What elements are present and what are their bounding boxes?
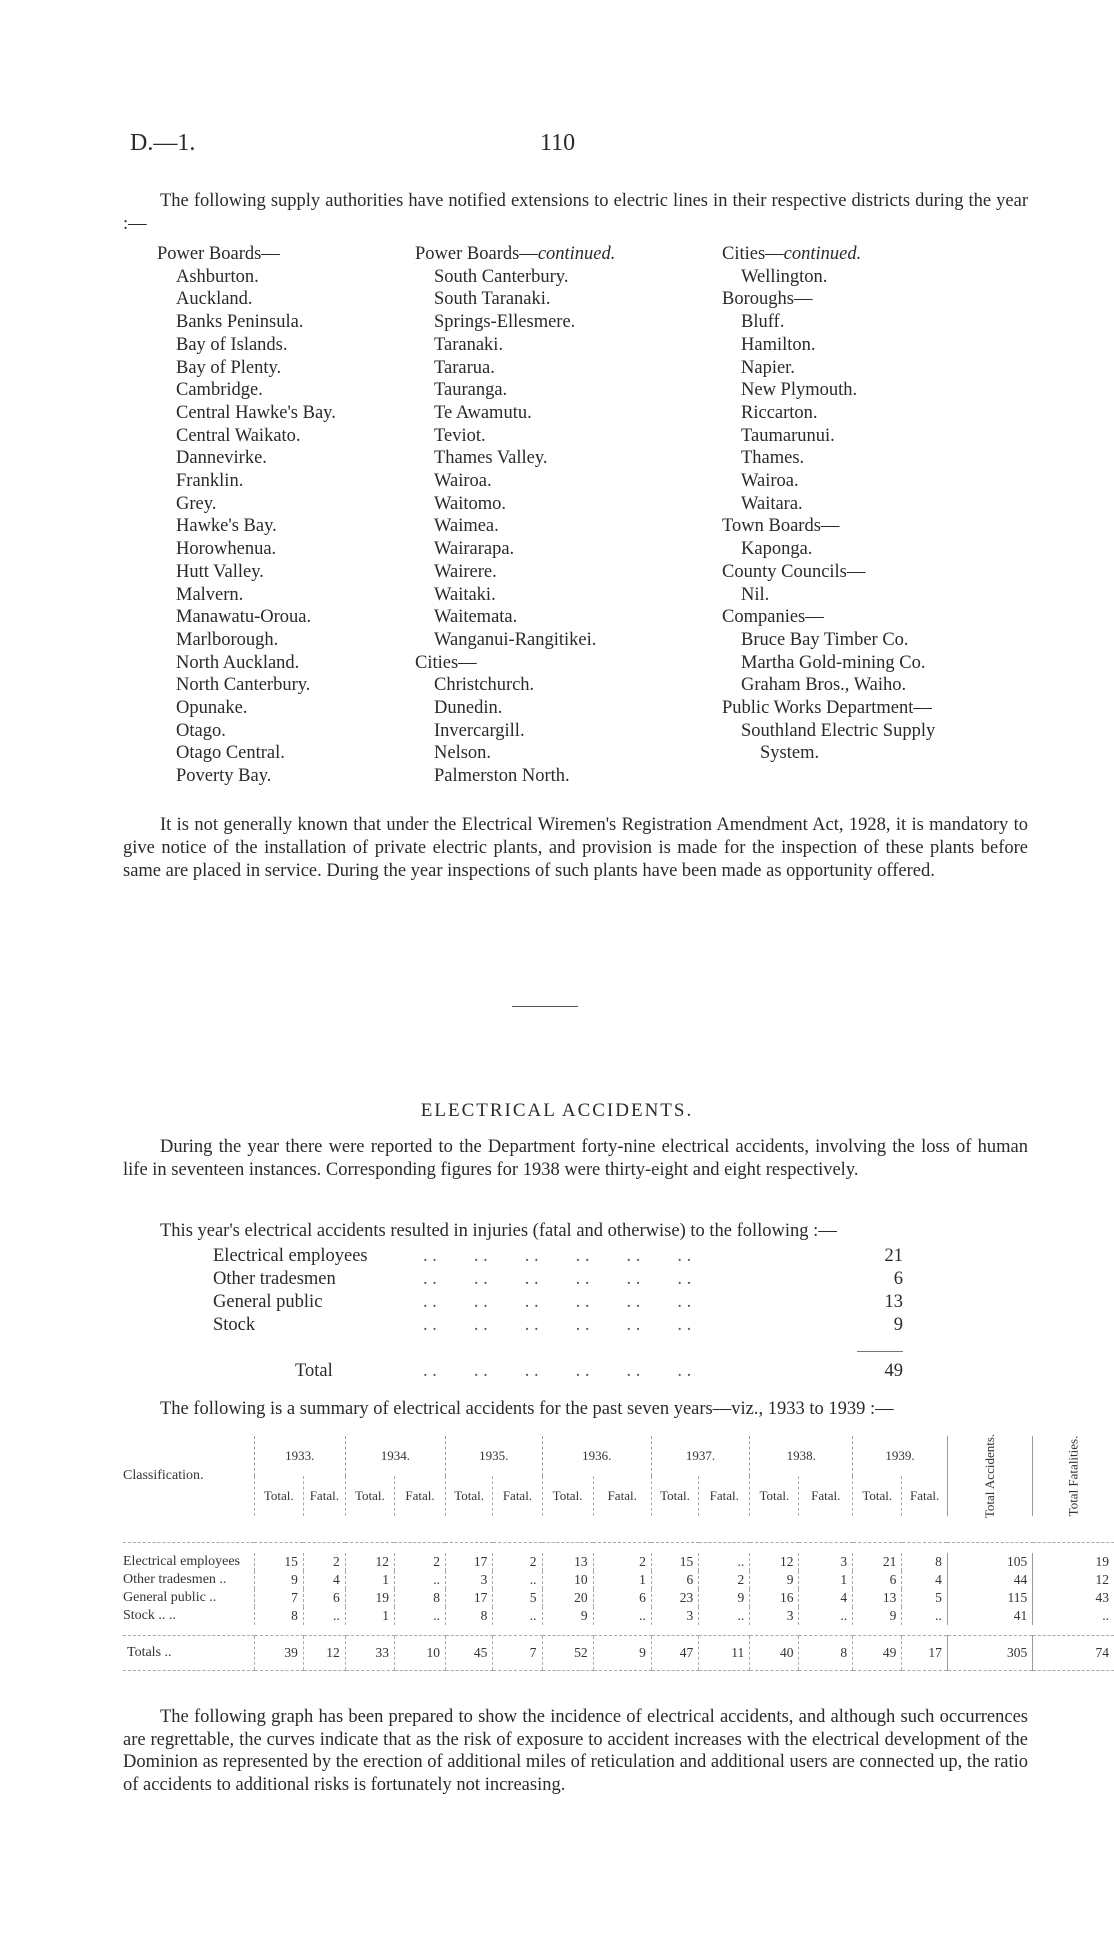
list-item: Hamilton. bbox=[741, 334, 816, 355]
table-cell: 6 bbox=[651, 1571, 698, 1589]
list-item: Graham Bros., Waiho. bbox=[741, 675, 907, 696]
table-cell: 39 bbox=[254, 1636, 303, 1671]
table-cell: 4 bbox=[799, 1589, 853, 1607]
table-cell: 8 bbox=[902, 1553, 948, 1571]
table-cell: 3 bbox=[651, 1607, 698, 1625]
list-item: Otago. bbox=[176, 720, 226, 741]
table-cell: 115 bbox=[947, 1589, 1032, 1607]
page-number: 110 bbox=[540, 130, 576, 156]
table-cell: 8 bbox=[799, 1636, 853, 1671]
list-heading: Companies— bbox=[722, 607, 824, 628]
table-cell: 33 bbox=[345, 1636, 394, 1671]
list-item: Wairere. bbox=[434, 561, 497, 582]
table-cell: 3 bbox=[445, 1571, 492, 1589]
injury-value: 21 bbox=[884, 1246, 903, 1266]
table-cell: 6 bbox=[303, 1589, 345, 1607]
list-item: South Canterbury. bbox=[434, 266, 569, 287]
total-subheader: Total. bbox=[750, 1476, 799, 1516]
injury-row bbox=[213, 1246, 903, 1269]
list-item: Malvern. bbox=[176, 584, 244, 605]
table-cell: 7 bbox=[493, 1636, 542, 1671]
fatal-subheader: Fatal. bbox=[593, 1476, 651, 1516]
table-cell: 9 bbox=[699, 1589, 750, 1607]
table-cell: 1 bbox=[345, 1571, 394, 1589]
document-reference: D.—1. bbox=[130, 130, 196, 156]
leader-dots: . . . . . . . . . . . . bbox=[423, 1269, 692, 1289]
fatal-subheader: Fatal. bbox=[493, 1476, 542, 1516]
list-item: Springs-Ellesmere. bbox=[434, 312, 576, 333]
table-cell: 8 bbox=[445, 1607, 492, 1625]
table-row bbox=[123, 1571, 1114, 1589]
list-item: Waitemata. bbox=[434, 607, 518, 628]
table-cell: 8 bbox=[254, 1607, 303, 1625]
year-header: 1939. bbox=[853, 1436, 948, 1476]
total-fatalities-header: Total Fatalities. bbox=[1033, 1436, 1114, 1516]
table-cell: .. bbox=[799, 1607, 853, 1625]
leader-dots: . . . . . . . . . . . . bbox=[423, 1246, 692, 1266]
list-item: Wairoa. bbox=[741, 471, 799, 492]
leader-dots: . . . . . . . . . . . . bbox=[423, 1361, 692, 1381]
list-item: Taumarunui. bbox=[741, 425, 835, 446]
list-heading: Boroughs— bbox=[722, 289, 813, 310]
table-cell: 6 bbox=[853, 1571, 902, 1589]
table-cell: 4 bbox=[303, 1571, 345, 1589]
total-accidents-header: Total Accidents. bbox=[947, 1436, 1032, 1516]
table-cell: 105 bbox=[947, 1553, 1032, 1571]
year-header: 1937. bbox=[651, 1436, 749, 1476]
list-item: South Taranaki. bbox=[434, 289, 551, 310]
injury-row bbox=[213, 1292, 903, 1315]
table-cell: 16 bbox=[750, 1589, 799, 1607]
list-item: Napier. bbox=[741, 357, 795, 378]
list-item: Auckland. bbox=[176, 289, 253, 310]
table-cell: 20 bbox=[542, 1589, 593, 1607]
list-heading: Cities— bbox=[415, 652, 477, 673]
table-cell: 23 bbox=[651, 1589, 698, 1607]
table-cell: 9 bbox=[254, 1571, 303, 1589]
classification-header: Classification. bbox=[123, 1468, 204, 1483]
table-cell: 2 bbox=[593, 1553, 651, 1571]
total-subheader: Total. bbox=[853, 1476, 902, 1516]
table-cell: 44 bbox=[947, 1571, 1032, 1589]
accidents-summary-table bbox=[123, 1433, 1114, 1671]
list-item: Wellington. bbox=[741, 266, 828, 287]
list-item: Southland Electric Supply bbox=[741, 720, 936, 741]
table-row bbox=[123, 1607, 1114, 1625]
list-item: Christchurch. bbox=[434, 675, 535, 696]
table-cell: 41 bbox=[947, 1607, 1032, 1625]
summary-intro: The following is a summary of electrical accidents for the past seven years—viz., 1933 to 1939 :— bbox=[160, 1399, 894, 1419]
injury-label: Electrical employees bbox=[213, 1246, 368, 1266]
list-item: Manawatu-Oroua. bbox=[176, 607, 312, 628]
list-item: Central Waikato. bbox=[176, 425, 301, 446]
table-cell: .. bbox=[493, 1571, 542, 1589]
list-item: Franklin. bbox=[176, 471, 244, 492]
injury-label: General public bbox=[213, 1292, 323, 1312]
list-item: Bay of Plenty. bbox=[176, 357, 282, 378]
table-cell: 12 bbox=[303, 1636, 345, 1671]
table-cell: 40 bbox=[750, 1636, 799, 1671]
list-item: Taranaki. bbox=[434, 334, 504, 355]
table-cell: 6 bbox=[593, 1589, 651, 1607]
spacer-row bbox=[123, 1625, 1114, 1636]
table-cell: 47 bbox=[651, 1636, 698, 1671]
list-item: Wanganui-Rangitikei. bbox=[434, 629, 597, 650]
table-cell: 1 bbox=[799, 1571, 853, 1589]
table-cell: .. bbox=[1033, 1607, 1114, 1625]
year-header: 1938. bbox=[750, 1436, 853, 1476]
list-item: Horowhenua. bbox=[176, 539, 277, 560]
list-item: Nil. bbox=[741, 584, 770, 605]
injury-row bbox=[213, 1315, 903, 1338]
list-item: Tauranga. bbox=[434, 380, 508, 401]
table-cell: 2 bbox=[303, 1553, 345, 1571]
leader-dots: . . . . . . . . . . . . bbox=[423, 1292, 692, 1312]
table-cell: 74 bbox=[1033, 1636, 1114, 1671]
total-subheader: Total. bbox=[445, 1476, 492, 1516]
injury-value: 9 bbox=[893, 1315, 903, 1335]
table-cell: 10 bbox=[542, 1571, 593, 1589]
list-item: Wairoa. bbox=[434, 471, 492, 492]
table-cell: 13 bbox=[542, 1553, 593, 1571]
list-item: Waitara. bbox=[741, 493, 803, 514]
table-cell: 8 bbox=[394, 1589, 445, 1607]
list-heading: Town Boards— bbox=[722, 516, 840, 537]
list-item: Marlborough. bbox=[176, 629, 279, 650]
list-item: Poverty Bay. bbox=[176, 766, 272, 787]
table-cell: 19 bbox=[345, 1589, 394, 1607]
section-title: ELECTRICAL ACCIDENTS. bbox=[420, 1100, 694, 1121]
total-subheader: Total. bbox=[542, 1476, 593, 1516]
wiremen-paragraph: It is not generally known that under the Electrical Wiremen's Registration Amendment Act, 1928, it is mandatory to give notice of the installation of private electric plants, and provision is made for the inspection of these plants before same are placed in service. During the year inspections of such plants have been made as opportunity offered. bbox=[123, 815, 1028, 881]
table-cell: 17 bbox=[902, 1636, 948, 1671]
list-item: Bruce Bay Timber Co. bbox=[741, 629, 909, 650]
list-item: Central Hawke's Bay. bbox=[176, 402, 336, 423]
table-cell: 11 bbox=[699, 1636, 750, 1671]
injury-value: 6 bbox=[893, 1269, 903, 1289]
table-cell: .. bbox=[394, 1571, 445, 1589]
table-cell: 2 bbox=[699, 1571, 750, 1589]
list-item: North Canterbury. bbox=[176, 675, 311, 696]
table-cell: 43 bbox=[1033, 1589, 1114, 1607]
table-cell: 9 bbox=[853, 1607, 902, 1625]
list-heading: Cities—continued. bbox=[722, 244, 862, 264]
list-item: Wairarapa. bbox=[434, 539, 515, 560]
table-cell: 45 bbox=[445, 1636, 492, 1671]
table-cell: 5 bbox=[493, 1589, 542, 1607]
list-item: Dunedin. bbox=[434, 698, 503, 719]
year-header: 1933. bbox=[254, 1436, 345, 1476]
accidents-paragraph: During the year there were reported to the Department forty-nine electrical accidents, involving the loss of human life in seventeen instances. Corresponding figures for 1938 were thirty-eight and eight respectively. bbox=[123, 1137, 1028, 1180]
injuries-intro: This year's electrical accidents resulted in injuries (fatal and otherwise) to the following :— bbox=[160, 1221, 837, 1241]
table-cell: 9 bbox=[542, 1607, 593, 1625]
table-cell: 15 bbox=[254, 1553, 303, 1571]
injuries-list bbox=[213, 1246, 903, 1338]
sum-rule bbox=[857, 1351, 903, 1352]
row-label: Electrical employees bbox=[123, 1554, 240, 1569]
table-cell: 9 bbox=[593, 1636, 651, 1671]
total-subheader: Total. bbox=[651, 1476, 698, 1516]
injury-label: Stock bbox=[213, 1315, 256, 1335]
list-item: Ashburton. bbox=[176, 266, 259, 287]
table-cell: .. bbox=[493, 1607, 542, 1625]
year-header: 1936. bbox=[542, 1436, 651, 1476]
list-item: Waitomo. bbox=[434, 493, 506, 514]
table-cell: 9 bbox=[750, 1571, 799, 1589]
row-label: Totals .. bbox=[123, 1636, 254, 1671]
list-item: System. bbox=[760, 743, 820, 764]
fatal-subheader: Fatal. bbox=[799, 1476, 853, 1516]
table-cell: 305 bbox=[947, 1636, 1032, 1671]
list-item: Waitaki. bbox=[434, 584, 496, 605]
list-item: Palmerston North. bbox=[434, 766, 570, 787]
list-item: Bay of Islands. bbox=[176, 334, 288, 355]
fatal-subheader: Fatal. bbox=[394, 1476, 445, 1516]
list-item: Grey. bbox=[176, 493, 217, 514]
table-cell: .. bbox=[699, 1553, 750, 1571]
list-item: Riccarton. bbox=[741, 402, 818, 423]
table-cell: 13 bbox=[853, 1589, 902, 1607]
list-item: Te Awamutu. bbox=[434, 402, 532, 423]
list-item: Tararua. bbox=[434, 357, 495, 378]
table-cell: 2 bbox=[493, 1553, 542, 1571]
table-cell: 3 bbox=[750, 1607, 799, 1625]
header-separator bbox=[123, 1516, 1114, 1543]
table-cell: 12 bbox=[750, 1553, 799, 1571]
total-subheader: Total. bbox=[345, 1476, 394, 1516]
table-cell: .. bbox=[593, 1607, 651, 1625]
list-item: Dannevirke. bbox=[176, 448, 267, 469]
list-item: Hutt Valley. bbox=[176, 561, 264, 582]
row-label: General public .. bbox=[123, 1590, 217, 1605]
fatal-subheader: Fatal. bbox=[303, 1476, 345, 1516]
list-item: Otago Central. bbox=[176, 743, 285, 764]
table-cell: 1 bbox=[593, 1571, 651, 1589]
list-item: Thames Valley. bbox=[434, 448, 548, 469]
table-cell: 1 bbox=[345, 1607, 394, 1625]
table-cell: .. bbox=[902, 1607, 948, 1625]
totals-row bbox=[123, 1636, 1114, 1671]
list-item: New Plymouth. bbox=[741, 380, 858, 401]
list-item: Martha Gold-mining Co. bbox=[741, 652, 926, 673]
authorities-column-3 bbox=[722, 243, 935, 765]
list-item: Nelson. bbox=[434, 743, 492, 764]
table-row bbox=[123, 1553, 1114, 1571]
authorities-column-1 bbox=[157, 243, 336, 788]
list-item: Hawke's Bay. bbox=[176, 516, 277, 537]
table-cell: 12 bbox=[1033, 1571, 1114, 1589]
injury-label: Other tradesmen bbox=[213, 1269, 336, 1289]
table-cell: 17 bbox=[445, 1553, 492, 1571]
fatal-subheader: Fatal. bbox=[699, 1476, 750, 1516]
total-subheader: Total. bbox=[254, 1476, 303, 1516]
table-cell: 5 bbox=[902, 1589, 948, 1607]
injuries-total-row bbox=[213, 1361, 903, 1384]
list-item: Kaponga. bbox=[741, 539, 813, 560]
list-item: Bluff. bbox=[741, 312, 785, 333]
table-cell: 2 bbox=[394, 1553, 445, 1571]
graph-paragraph: The following graph has been prepared to show the incidence of electrical accidents, and although such occurrences are regrettable, the curves indicate that as the risk of exposure to accident increases with the electrical development of the Dominion as represented by the erection of additional miles of reticulation and additional users are connected up, the ratio of accidents to additional risks is fortunately not increasing. bbox=[123, 1707, 1028, 1795]
injuries-total-label: Total bbox=[295, 1361, 333, 1381]
table-cell: .. bbox=[303, 1607, 345, 1625]
table-cell: 4 bbox=[902, 1571, 948, 1589]
intro-paragraph: The following supply authorities have notified extensions to electric lines in their respective districts during the year :— bbox=[123, 191, 1028, 234]
list-item: Opunake. bbox=[176, 698, 248, 719]
leader-dots: . . . . . . . . . . . . bbox=[423, 1315, 692, 1335]
table-cell: 19 bbox=[1033, 1553, 1114, 1571]
authorities-column-2 bbox=[415, 243, 615, 788]
table-cell: .. bbox=[699, 1607, 750, 1625]
row-label: Stock .. .. bbox=[123, 1608, 176, 1623]
row-label: Other tradesmen .. bbox=[123, 1572, 227, 1587]
list-heading: Power Boards—continued. bbox=[415, 244, 616, 264]
section-divider bbox=[512, 1006, 578, 1007]
injury-value: 13 bbox=[884, 1292, 903, 1312]
spacer-row bbox=[123, 1543, 1114, 1554]
table-cell: 7 bbox=[254, 1589, 303, 1607]
table-cell: 49 bbox=[853, 1636, 902, 1671]
list-item: Invercargill. bbox=[434, 720, 525, 741]
fatal-subheader: Fatal. bbox=[902, 1476, 948, 1516]
year-header: 1935. bbox=[445, 1436, 542, 1476]
list-heading: County Councils— bbox=[722, 561, 866, 582]
list-item: Teviot. bbox=[434, 425, 486, 446]
table-cell: 17 bbox=[445, 1589, 492, 1607]
table-cell: 52 bbox=[542, 1636, 593, 1671]
list-item: Banks Peninsula. bbox=[176, 312, 304, 333]
list-item: North Auckland. bbox=[176, 652, 300, 673]
table-cell: 3 bbox=[799, 1553, 853, 1571]
table-cell: .. bbox=[394, 1607, 445, 1625]
injuries-total-value: 49 bbox=[884, 1361, 903, 1381]
list-item: Thames. bbox=[741, 448, 805, 469]
year-header: 1934. bbox=[345, 1436, 445, 1476]
table-cell: 15 bbox=[651, 1553, 698, 1571]
table-cell: 21 bbox=[853, 1553, 902, 1571]
injury-row bbox=[213, 1269, 903, 1292]
list-heading: Public Works Department— bbox=[722, 698, 932, 719]
table-cell: 12 bbox=[345, 1553, 394, 1571]
list-item: Waimea. bbox=[434, 516, 499, 537]
list-item: Cambridge. bbox=[176, 380, 263, 401]
list-heading: Power Boards— bbox=[157, 244, 280, 264]
table-row bbox=[123, 1589, 1114, 1607]
table-cell: 10 bbox=[394, 1636, 445, 1671]
